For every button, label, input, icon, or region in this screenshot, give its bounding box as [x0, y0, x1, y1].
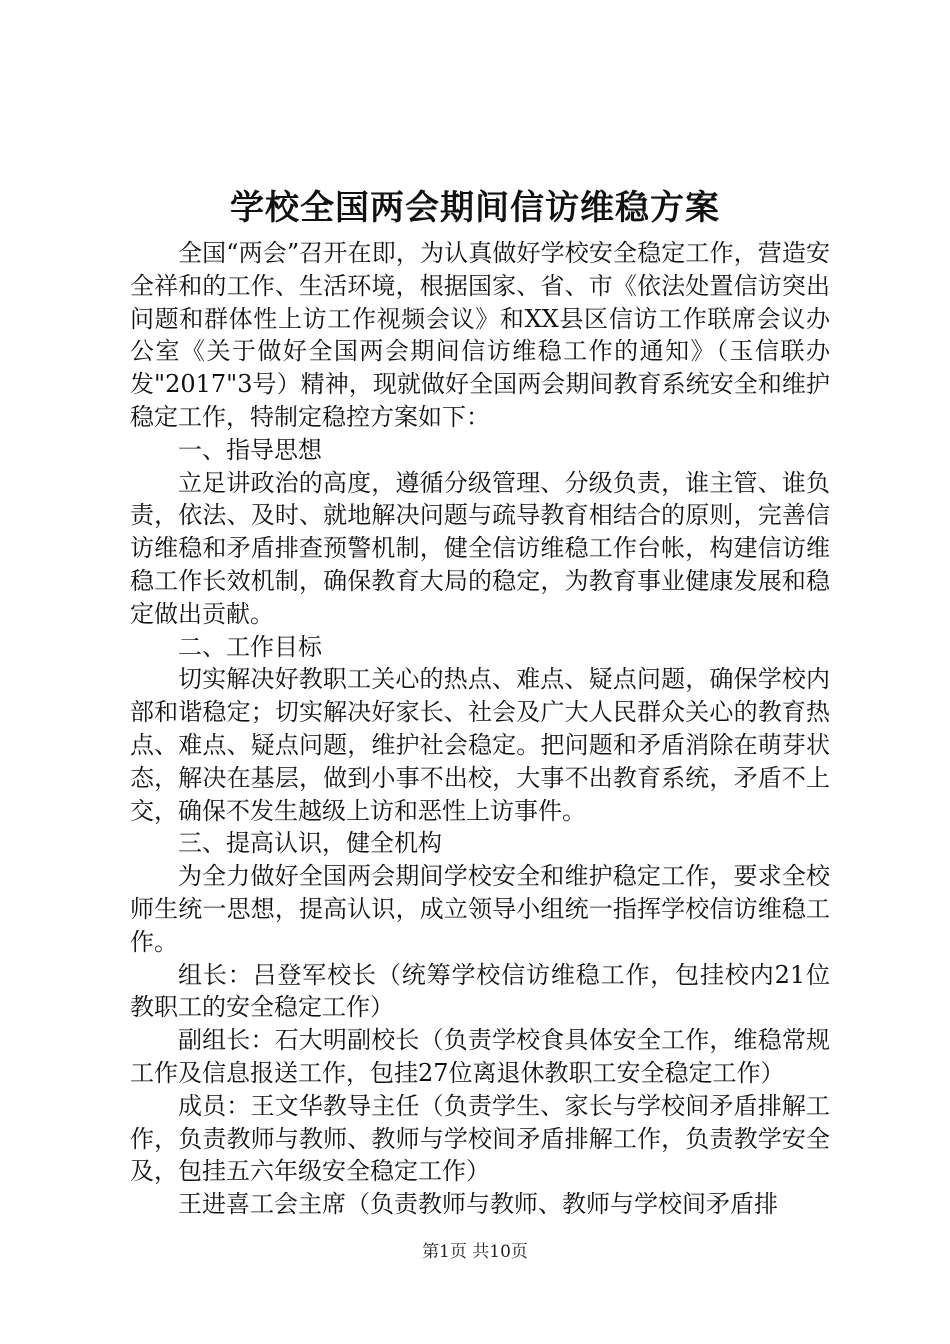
member-paragraph: 成员：王文华教导主任（负责学生、家长与学校间矛盾排解工作，负责教师与教师、教师与学校间矛盾排解工作，负责教学安全及，包挂五六年级安全稳定工作） — [130, 1091, 830, 1186]
guiding-ideology-paragraph: 立足讲政治的高度，遵循分级管理、分级负责，谁主管、谁负责，依法、及时、就地解决问题与疏导教育相结合的原则，完善信访维稳和矛盾排查预警机制，健全信访维稳工作台帐，构建信访维稳工作长效机制，确保教育大局的稳定，为教育事业健康发展和稳定做出贡献。 — [130, 468, 830, 628]
organization-paragraph: 为全力做好全国两会期间学校安全和维护稳定工作，要求全校师生统一思想，提高认识，成立领导小组统一指挥学校信访维稳工作。 — [130, 862, 830, 956]
section-heading-guiding-ideology: 一、指导思想 — [178, 435, 322, 464]
document-body — [130, 237, 830, 1221]
work-goals-paragraph: 切实解决好教职工关心的热点、难点、疑点问题，确保学校内部和谐稳定；切实解决好家长、社会及广大人民群众关心的教育热点、难点、疑点问题，维护社会稳定。把问题和矛盾消除在萌芽状态，解决在基层，做到小事不出校，大事不出教育系统，矛盾不上交，确保不发生越级上访和恶性上访事件。 — [130, 665, 830, 825]
deputy-leader-paragraph: 副组长：石大明副校长（负责学校食具体安全工作，维稳常规工作及信息报送工作，包挂27位离退休教职工安全稳定工作） — [130, 1026, 830, 1087]
document-title: 学校全国两会期间信访维稳方案 — [230, 188, 720, 228]
section-heading-organization: 三、提高认识，健全机构 — [178, 829, 442, 858]
section-heading-work-goals: 二、工作目标 — [178, 632, 322, 661]
team-leader-paragraph: 组长：吕登军校长（统筹学校信访维稳工作，包挂校内21位教职工的安全稳定工作） — [130, 960, 830, 1022]
intro-paragraph: 全国“两会”召开在即，为认真做好学校安全稳定工作，营造安全祥和的工作、生活环境，根据国家、省、市《依法处置信访突出问题和群体性上访工作视频会议》和XX县区信访工作联席会议办公室《关于做好全国两会期间信访维稳工作的通知》（玉信联办发"2017"3号）精神，现就做好全国两会期间教育系统安全和维护稳定工作，特制定稳控方案如下： — [130, 239, 830, 431]
member-paragraph-continued: 王进喜工会主席（负责教师与教师、教师与学校间矛盾排 — [178, 1190, 778, 1219]
page-number-footer: 第1页 共10页 — [422, 1242, 528, 1262]
